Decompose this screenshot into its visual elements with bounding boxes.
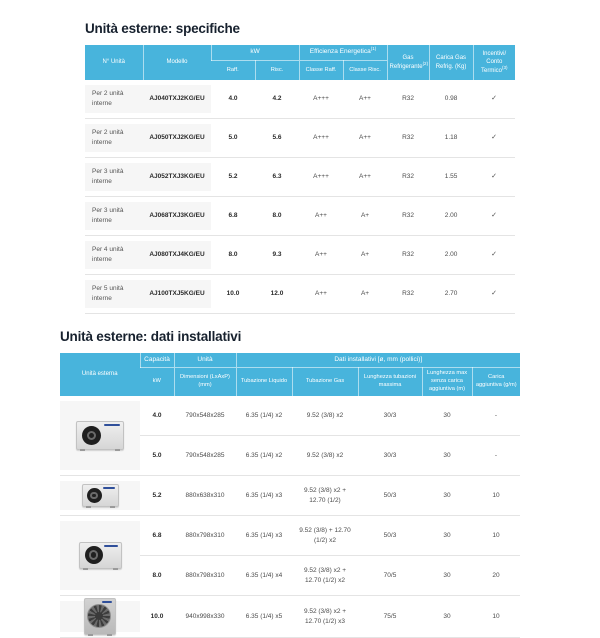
- cell-carica-aggiuntiva: 10: [472, 596, 520, 638]
- outdoor-unit-image: [84, 598, 116, 635]
- cell-tubazione-gas: 9.52 (3/8) x2: [292, 396, 358, 436]
- installation-table: [60, 353, 520, 638]
- cell-lunghezza-max: 30: [422, 516, 472, 556]
- cell-capacita: 4.0: [140, 396, 174, 436]
- cell-raff: 6.8: [211, 197, 255, 236]
- cell-modello: AJ100TXJ5KG/EU: [143, 275, 211, 314]
- col-header-unita-esterna: Unità esterna: [60, 353, 140, 396]
- cell-modello: AJ080TXJ4KG/EU: [143, 236, 211, 275]
- cell-carica: 2.00: [429, 197, 473, 236]
- cell-raff: 5.0: [211, 119, 255, 158]
- cell-gas: R32: [387, 80, 429, 119]
- cell-lunghezza-max: 30: [422, 596, 472, 638]
- cell-n-unita: Per 2 unità interne: [85, 119, 143, 158]
- cell-gas: R32: [387, 158, 429, 197]
- spec-header-row-groups: [85, 45, 515, 61]
- cell-raff: 5.2: [211, 158, 255, 197]
- cell-carica: 1.18: [429, 119, 473, 158]
- col-header-raff: Raff.: [211, 61, 255, 81]
- cell-modello: AJ050TXJ2KG/EU: [143, 119, 211, 158]
- cell-dimensioni: 790x548x285: [174, 436, 236, 476]
- cell-tubazione-liquido: 6.35 (1/4) x3: [236, 476, 292, 516]
- col-header-classe-raff: Classe Raff.: [299, 61, 343, 81]
- cell-tubazione-gas: 9.52 (3/8) x2: [292, 436, 358, 476]
- cell-carica: 2.00: [429, 236, 473, 275]
- cell-capacita: 10.0: [140, 596, 174, 638]
- check-icon: ✓: [473, 80, 515, 119]
- inst-table-row: [60, 516, 520, 556]
- cell-gas: R32: [387, 197, 429, 236]
- cell-carica-aggiuntiva: 10: [472, 476, 520, 516]
- col-header-capacita-kw: kW: [140, 368, 174, 397]
- cell-lunghezza-max: 30: [422, 396, 472, 436]
- cell-tubazione-gas: 9.52 (3/8) x2 + 12.70 (1/2) x2: [292, 556, 358, 596]
- cell-lunghezza-max: 30: [422, 556, 472, 596]
- cell-risc: 6.3: [255, 158, 299, 197]
- outdoor-unit-image: [79, 542, 122, 569]
- cell-classe-raff: A+++: [299, 119, 343, 158]
- cell-classe-risc: A+: [343, 236, 387, 275]
- spec-table-row: [85, 80, 515, 119]
- page-title-specifiche: Unità esterne: specifiche: [85, 21, 240, 36]
- outdoor-unit-image-cell: [60, 516, 140, 596]
- col-group-kw: kW: [211, 45, 299, 61]
- cell-carica: 2.70: [429, 275, 473, 314]
- cell-risc: 5.6: [255, 119, 299, 158]
- cell-dimensioni: 880x798x310: [174, 556, 236, 596]
- col-header-tubazione-liquido: Tubazione Liquido: [236, 368, 292, 397]
- col-header-gas-refrigerante: [387, 45, 429, 80]
- cell-classe-raff: A+++: [299, 158, 343, 197]
- inst-table-row: [60, 396, 520, 436]
- samsung-logo-strip: [104, 545, 118, 547]
- cell-raff: 4.0: [211, 80, 255, 119]
- outdoor-unit-image-cell: [60, 396, 140, 476]
- footnote-sup: (2): [422, 60, 429, 66]
- fan-icon: [87, 488, 102, 503]
- inst-table-row: [60, 596, 520, 638]
- cell-lunghezza-max: 30: [422, 476, 472, 516]
- cell-carica: 1.55: [429, 158, 473, 197]
- group-efficienza-label: Efficienza Energetica: [309, 48, 371, 56]
- cell-dimensioni: 880x638x310: [174, 476, 236, 516]
- fan-icon: [85, 546, 103, 564]
- cell-carica-aggiuntiva: 10: [472, 516, 520, 556]
- cell-tubazione-liquido: 6.35 (1/4) x3: [236, 516, 292, 556]
- outdoor-unit-image-cell: [60, 596, 140, 638]
- col-header-unita: Unità: [174, 353, 236, 368]
- cell-classe-risc: A+: [343, 275, 387, 314]
- cell-n-unita: Per 3 unità interne: [85, 158, 143, 197]
- samsung-logo-strip: [104, 424, 120, 426]
- section-dati-installativi: [60, 329, 520, 638]
- check-icon: ✓: [473, 275, 515, 314]
- spec-table-row: [85, 197, 515, 236]
- cell-capacita: 8.0: [140, 556, 174, 596]
- cell-tubazione-gas: 9.52 (3/8) x2 + 12.70 (1/2): [292, 476, 358, 516]
- cell-lunghezza: 75/5: [358, 596, 422, 638]
- spec-table-row: [85, 158, 515, 197]
- cell-tubazione-liquido: 6.35 (1/4) x2: [236, 436, 292, 476]
- col-header-lunghezza-max: Lunghezza max senza carica aggiuntiva (m): [422, 368, 472, 397]
- cell-classe-raff: A++: [299, 236, 343, 275]
- cell-modello: AJ052TXJ3KG/EU: [143, 158, 211, 197]
- section-specifiche: [85, 0, 515, 314]
- cell-classe-risc: A++: [343, 80, 387, 119]
- cell-modello: AJ068TXJ3KG/EU: [143, 197, 211, 236]
- cell-risc: 8.0: [255, 197, 299, 236]
- outdoor-unit-image: [76, 421, 124, 450]
- cell-tubazione-liquido: 6.35 (1/4) x4: [236, 556, 292, 596]
- check-icon: ✓: [473, 197, 515, 236]
- spec-table-row: [85, 275, 515, 314]
- col-group-efficienza-energetica: [299, 45, 387, 61]
- col-header-capacita: Capacità: [140, 353, 174, 368]
- cell-gas: R32: [387, 275, 429, 314]
- gas-refrigerante-label: Gas Refrigerante: [389, 55, 423, 70]
- cell-lunghezza: 50/3: [358, 516, 422, 556]
- cell-lunghezza: 50/3: [358, 476, 422, 516]
- cell-lunghezza: 30/3: [358, 436, 422, 476]
- samsung-logo-strip: [102, 601, 112, 603]
- cell-lunghezza-max: 30: [422, 436, 472, 476]
- col-header-dimensioni: Dimensioni (LxAxP) (mm): [174, 368, 236, 397]
- spec-table-row: [85, 119, 515, 158]
- col-group-dati-installativi: Dati installativi [ø, mm (pollici)]: [236, 353, 520, 368]
- cell-capacita: 5.2: [140, 476, 174, 516]
- cell-n-unita: Per 5 unità interne: [85, 275, 143, 314]
- cell-carica-aggiuntiva: -: [472, 396, 520, 436]
- col-header-incentivi: [473, 45, 515, 80]
- check-icon: ✓: [473, 119, 515, 158]
- cell-gas: R32: [387, 236, 429, 275]
- check-icon: ✓: [473, 236, 515, 275]
- cell-raff: 10.0: [211, 275, 255, 314]
- footnote-sup: (3): [502, 64, 508, 70]
- cell-capacita: 6.8: [140, 516, 174, 556]
- cell-tubazione-gas: 9.52 (3/8) x2 + 12.70 (1/2) x3: [292, 596, 358, 638]
- col-header-risc: Risc.: [255, 61, 299, 81]
- cell-dimensioni: 880x798x310: [174, 516, 236, 556]
- col-header-modello: Modello: [143, 45, 211, 80]
- cell-gas: R32: [387, 119, 429, 158]
- cell-dimensioni: 790x548x285: [174, 396, 236, 436]
- samsung-logo-strip: [103, 487, 115, 489]
- cell-carica-aggiuntiva: 20: [472, 556, 520, 596]
- cell-tubazione-gas: 9.52 (3/8) + 12.70 (1/2) x2: [292, 516, 358, 556]
- col-header-lunghezza-tubazioni: Lunghezza tubazioni massima: [358, 368, 422, 397]
- cell-capacita: 5.0: [140, 436, 174, 476]
- col-header-n-unita: N° Unità: [85, 45, 143, 80]
- fan-icon: [82, 426, 101, 445]
- cell-carica: 0.98: [429, 80, 473, 119]
- cell-carica-aggiuntiva: -: [472, 436, 520, 476]
- col-header-carica-aggiuntiva: Carica aggiuntiva (g/m): [472, 368, 520, 397]
- inst-table-row: [60, 476, 520, 516]
- cell-classe-risc: A++: [343, 119, 387, 158]
- cell-lunghezza: 30/3: [358, 396, 422, 436]
- cell-risc: 4.2: [255, 80, 299, 119]
- cell-dimensioni: 940x998x330: [174, 596, 236, 638]
- col-header-tubazione-gas: Tubazione Gas: [292, 368, 358, 397]
- col-header-classe-risc: Classe Risc.: [343, 61, 387, 81]
- cell-tubazione-liquido: 6.35 (1/4) x5: [236, 596, 292, 638]
- cell-n-unita: Per 4 unità interne: [85, 236, 143, 275]
- cell-classe-risc: A+: [343, 197, 387, 236]
- outdoor-unit-image: [82, 484, 119, 507]
- page-title-dati-installativi: Unità esterne: dati installativi: [60, 329, 242, 344]
- footnote-sup: (1): [370, 45, 377, 51]
- col-header-carica-gas: Carica Gas Refrig. (Kg): [429, 45, 473, 80]
- cell-classe-risc: A++: [343, 158, 387, 197]
- spec-table-row: [85, 236, 515, 275]
- cell-raff: 8.0: [211, 236, 255, 275]
- check-icon: ✓: [473, 158, 515, 197]
- spec-table: [85, 45, 515, 314]
- fan-icon: [87, 604, 111, 628]
- outdoor-unit-image-cell: [60, 476, 140, 516]
- cell-risc: 12.0: [255, 275, 299, 314]
- cell-risc: 9.3: [255, 236, 299, 275]
- cell-classe-raff: A+++: [299, 80, 343, 119]
- cell-classe-raff: A++: [299, 275, 343, 314]
- cell-lunghezza: 70/5: [358, 556, 422, 596]
- cell-n-unita: Per 2 unità interne: [85, 80, 143, 119]
- cell-modello: AJ040TXJ2KG/EU: [143, 80, 211, 119]
- cell-n-unita: Per 3 unità interne: [85, 197, 143, 236]
- inst-header-row-groups: [60, 353, 520, 368]
- incentivi-label: Incentivi/ Conto Termico: [481, 51, 507, 74]
- cell-classe-raff: A++: [299, 197, 343, 236]
- cell-tubazione-liquido: 6.35 (1/4) x2: [236, 396, 292, 436]
